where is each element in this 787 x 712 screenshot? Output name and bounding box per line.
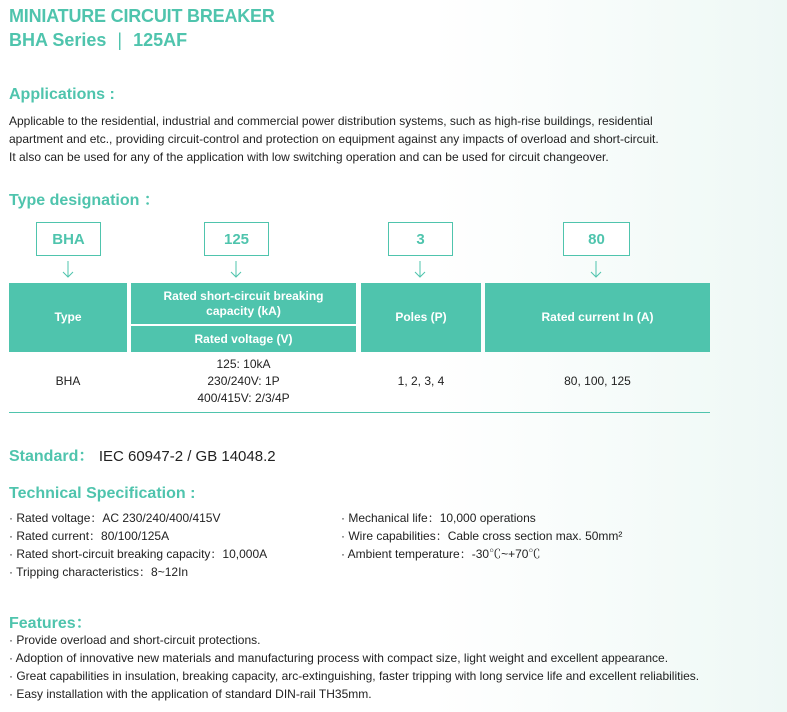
standard-heading: Standard： (9, 448, 95, 465)
capacity-line: 400/415V: 2/3/4P (197, 391, 290, 405)
frame-rating: 125AF (133, 30, 188, 50)
standard (9, 443, 276, 466)
down-arrow-icon (413, 260, 427, 280)
header-poles: Poles (P) (361, 283, 481, 352)
cell-poles: 1, 2, 3, 4 (397, 374, 445, 388)
cell-capacity (131, 356, 356, 407)
page-title: MINIATURE CIRCUIT BREAKER (9, 6, 275, 26)
features-list (9, 631, 699, 703)
designation-box-current: 80 (563, 222, 630, 256)
header-capacity: Rated short-circuit breaking capacity (kA) (131, 283, 356, 324)
header-voltage: Rated voltage (V) (131, 326, 356, 352)
title-separator: | (117, 30, 123, 50)
down-arrow-icon (589, 260, 603, 280)
spec-item: · Ambient temperature：-30℃~+70℃ (341, 547, 541, 561)
type-designation-heading: Type designation ： (9, 192, 160, 209)
spec-item: · Wire capabilities：Cable cross section max. 50mm² (341, 529, 623, 543)
series-title (9, 30, 187, 51)
feature-item: · Adoption of innovative new materials and manufacturing process with compact size, light weight and excellent appearance. (9, 651, 669, 665)
applications-heading: Applications : (9, 86, 115, 103)
down-arrow-icon (229, 260, 243, 280)
technical-heading: Technical Specification : (9, 485, 196, 502)
series-name: BHA Series (9, 30, 107, 50)
table-bottom-divider (9, 412, 710, 413)
technical-right-list (341, 509, 622, 563)
feature-item: · Provide overload and short-circuit protections. (9, 633, 261, 647)
designation-box-capacity: 125 (204, 222, 269, 256)
applications-line: It also can be used for any of the application with low switching operation and can be used for circuit changeover. (9, 150, 609, 164)
cell-type: BHA (55, 374, 81, 388)
cell-current: 80, 100, 125 (564, 374, 631, 388)
capacity-line: 230/240V: 1P (207, 374, 280, 388)
spec-item: · Mechanical life：10,000 operations (341, 511, 536, 525)
designation-box-poles: 3 (388, 222, 453, 256)
capacity-line: 125: 10kA (216, 357, 271, 371)
header-type: Type (9, 283, 127, 352)
spec-item: · Rated voltage：AC 230/240/400/415V (9, 511, 221, 525)
standard-value: IEC 60947-2 / GB 14048.2 (98, 448, 276, 465)
down-arrow-icon (61, 260, 75, 280)
features-heading: Features： (9, 615, 92, 632)
spec-item: · Rated short-circuit breaking capacity：10,000A (9, 547, 268, 561)
applications-text (9, 112, 779, 166)
spec-item: · Tripping characteristics：8~12In (9, 565, 189, 579)
spec-item: · Rated current：80/100/125A (9, 529, 170, 543)
feature-item: · Great capabilities in insulation, breaking capacity, arc-extinguishing, faster tripping with long service life and excellent reliabilities. (9, 669, 700, 683)
designation-box-type: BHA (36, 222, 101, 256)
technical-left-list (9, 509, 267, 581)
header-current: Rated current In (A) (485, 283, 710, 352)
applications-line: Applicable to the residential, industrial and commercial power distribution systems, such as high-rise buildings, residential (9, 114, 653, 128)
feature-item: · Easy installation with the application of standard DIN-rail TH35mm. (9, 687, 372, 701)
applications-line: apartment and etc., providing circuit-control and protection on equipment against any impacts of overload and short-circuit. (9, 132, 659, 146)
